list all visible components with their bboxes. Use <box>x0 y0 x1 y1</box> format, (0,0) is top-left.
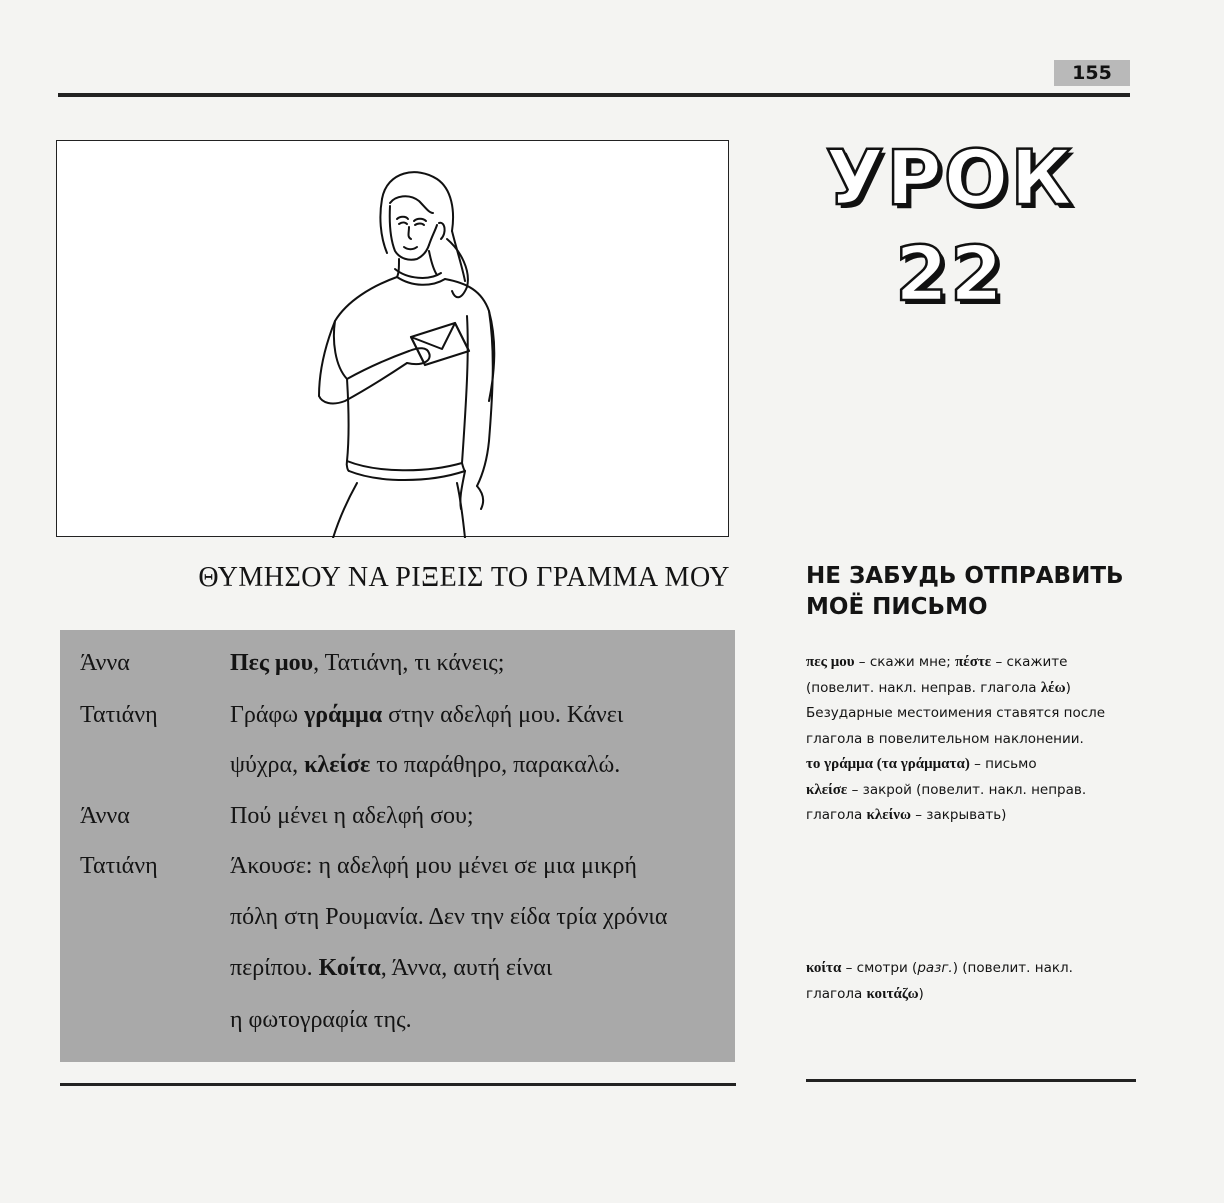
dialog-line <box>230 904 667 931</box>
russian-title <box>806 561 1136 623</box>
note-text: глагола <box>806 985 867 1002</box>
speaker-label: Τατιάνη <box>80 853 158 879</box>
russian-title-line1: НЕ ЗАБУДЬ ОТПРАВИТЬ <box>806 563 1124 589</box>
note-text: (повелит. накл. неправ. глагола <box>806 679 1041 696</box>
vocabulary-notes-2 <box>806 956 1136 1007</box>
dialog-line <box>230 752 620 779</box>
bold-term: γράμμα <box>304 702 383 728</box>
dialog-text: , Άννα, αυτή είναι <box>380 955 553 981</box>
note-text: ) <box>918 985 924 1002</box>
dialog-line <box>230 853 637 880</box>
note-line <box>806 752 1136 778</box>
dialog-box <box>60 630 735 1062</box>
dialog-line <box>230 702 623 729</box>
note-line <box>806 727 1136 753</box>
speaker-label: Άννα <box>80 650 130 676</box>
vocabulary-notes <box>806 650 1136 829</box>
note-text: – скажи мне; <box>854 654 956 670</box>
dialog-line <box>230 803 474 830</box>
bottom-rule-left <box>60 1083 736 1086</box>
note-text: – смотри ( <box>841 960 918 976</box>
dialog-text: στην αδελφή μου. Κάνει <box>382 702 624 728</box>
note-line <box>806 778 1136 804</box>
dialog-text: περίπου. <box>230 955 319 981</box>
greek-term: κλείσε <box>806 781 848 798</box>
note-text: Безударные местоимения ставятся после <box>806 705 1106 721</box>
greek-term: κοιτάζω <box>866 985 919 1002</box>
greek-term: κοίτα <box>806 960 842 976</box>
dialog-text: ψύχρα, <box>230 752 305 778</box>
note-line <box>806 982 1136 1008</box>
note-text: ) <box>1065 679 1071 696</box>
dialog-text: Πού μένει η αδελφή σου; <box>230 803 474 829</box>
top-rule <box>58 93 1130 97</box>
woman-with-letter-illustration <box>57 141 730 538</box>
dialog-line <box>230 1007 412 1034</box>
note-text: разг. <box>917 960 953 976</box>
dialog-text: Γράφω <box>230 702 305 728</box>
dialog-line <box>230 955 552 982</box>
bottom-rule-right <box>806 1079 1136 1082</box>
dialog-text: , Τατιάνη, τι κάνεις; <box>313 650 505 676</box>
bold-term: Κοίτα <box>318 955 381 981</box>
note-text: ) (повелит. накл. <box>952 960 1073 976</box>
lesson-title <box>790 130 1110 322</box>
greek-term: πες μου <box>806 654 855 670</box>
greek-term: πέστε <box>955 654 992 670</box>
note-text: – закрывать) <box>910 807 1007 823</box>
page-number: 155 <box>1054 60 1130 86</box>
lesson-word: УРОК <box>825 133 1075 222</box>
greek-term: λέω <box>1040 679 1066 696</box>
dialog-text: η φωτογραφία της. <box>230 1007 412 1033</box>
note-text: – закрой (повелит. накл. неправ. <box>847 781 1087 798</box>
bold-term: Πες μου <box>230 650 314 676</box>
note-text: глагола <box>806 807 867 823</box>
note-line <box>806 956 1136 982</box>
lesson-number: 22 <box>895 229 1005 318</box>
greek-title: ΘΥΜΗΣΟΥ ΝΑ ΡΙΞΕΙΣ ΤΟ ΓΡΑΜΜΑ ΜΟΥ <box>198 562 730 593</box>
note-line <box>806 676 1136 702</box>
dialog-text: Άκουσε: η αδελφή μου μένει σε μια μικρή <box>230 853 637 879</box>
note-line <box>806 701 1136 727</box>
dialog-line <box>230 650 504 677</box>
note-text: – письмо <box>969 756 1037 772</box>
speaker-label: Τατιάνη <box>80 702 158 728</box>
note-line <box>806 803 1136 829</box>
note-text: глагола в повелительном наклонении. <box>806 730 1084 747</box>
note-line <box>806 650 1136 676</box>
note-text: – скажите <box>991 654 1068 670</box>
russian-title-line2: МОЁ ПИСЬМО <box>806 594 988 620</box>
dialog-text: πόλη στη Ρουμανία. Δεν την είδα τρία χρόνια <box>230 904 668 930</box>
dialog-text: το παράθηρο, παρακαλώ. <box>370 752 621 778</box>
speaker-label: Άννα <box>80 803 130 829</box>
illustration-frame <box>56 140 729 537</box>
bold-term: κλείσε <box>304 752 371 778</box>
greek-term: το γράμμα (τα γράμματα) <box>806 756 970 772</box>
greek-term: κλείνω <box>866 807 911 823</box>
